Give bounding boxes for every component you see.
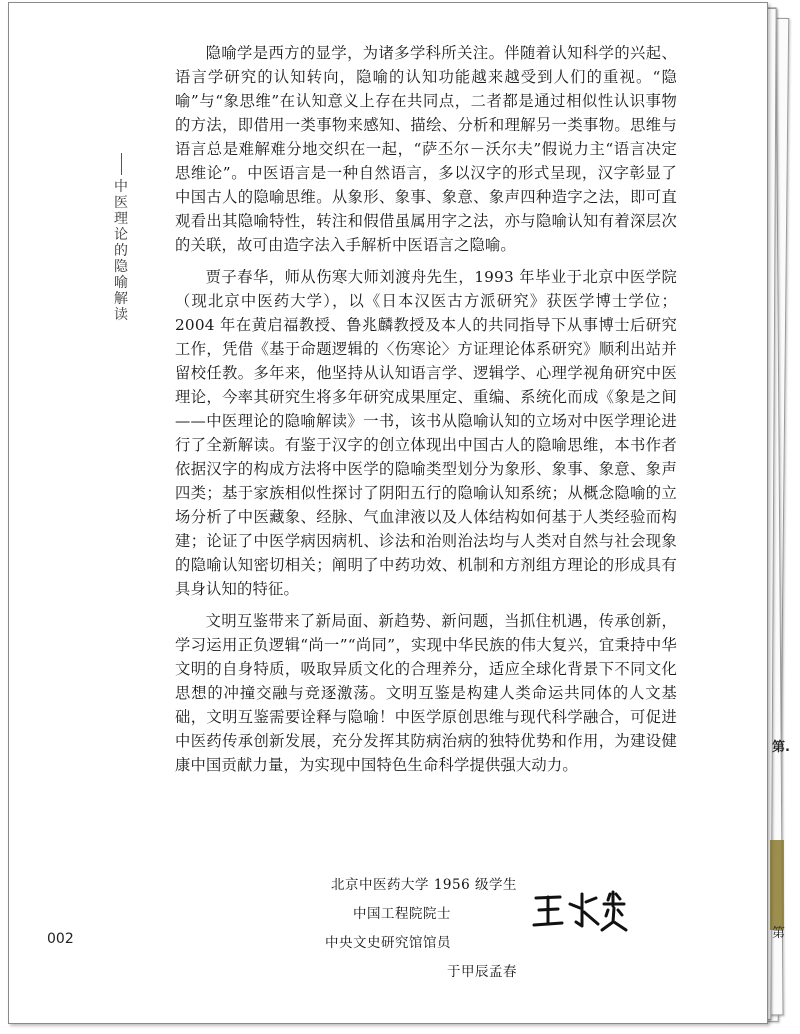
running-head-text: 中医理论的隐喻解读 [114, 179, 128, 323]
signing-date: 于甲辰孟春 [447, 964, 517, 980]
running-head-rule [121, 153, 122, 175]
underlying-page-color-band [770, 840, 784, 930]
signer-title-academician: 中国工程院院士 [353, 906, 451, 922]
next-page-peek-text: 第. [772, 740, 790, 755]
preface-page [8, 2, 768, 1024]
handwritten-signature [530, 888, 630, 934]
running-head [112, 153, 130, 323]
paragraph-author-intro: 贾子春华，师从伤寒大师刘渡舟先生，1993 年毕业于北京中医学院（现北京中医药大学），以《日本汉医古方派研究》获医学博士学位；2004 年在黄启福教授、鲁兆麟教授及本人的共同指导下从事博士后研究工作，凭借《基于命题逻辑的〈伤寒论〉方证理论体系研究》顺利出站并留校任教。多年来，他坚持从认知语言学、逻辑学、心理学视角研究中医理论，今率其研究生将多年研究成果厘定、重编、系统化而成《象是之间——中医理论的隐喻解读》一书，该书从隐喻认知的立场对中医学理论进行了全新解读。有鉴于汉字的创立体现出中国古人的隐喻思维，本书作者依据汉字的构成方法将中医学的隐喻类型划分为象形、象事、象意、象声四类；基于家族相似性探讨了阴阳五行的隐喻认知系统；从概念隐喻的立场分析了中医藏象、经脉、气血津液以及人体结构如何基于人类经验而构建；论证了中医学病因病机、诊法和治则治法均与人类对自然与社会现象的隐喻认知密切相关；阐明了中药功效、机制和方剂组方理论的形成具有具身认知的特征。 [175, 268, 677, 598]
paragraph-metaphor-intro: 隐喻学是西方的显学，为诸多学科所关注。伴随着认知科学的兴起、语言学研究的认知转向，隐喻的认知功能越来越受到人们的重视。“隐喻”与“象思维”在认知意义上存在共同点，二者都是通过相似性认识事物的方法，即借用一类事物来感知、描绘、分析和理解另一类事物。思维与语言总是难解难分地交织在一起，“萨丕尔－沃尔夫”假说力主“语言决定思维论”。中医语言是一种自然语言，多以汉字的形式呈现，汉字彰显了中国古人的隐喻思维。从象形、象事、象意、象声四种造字之法，即可直观看出其隐喻特性，转注和假借虽属用字之法，亦与隐喻认知有着深层次的关联，故可由造字法入手解析中医语言之隐喻。 [175, 44, 677, 254]
body-text [175, 41, 677, 785]
signer-title-curator: 中央文史研究馆馆员 [325, 935, 451, 951]
paragraph-civilization: 文明互鉴带来了新局面、新趋势、新问题，当抓住机遇，传承创新，学习运用正负逻辑“尚一”“尚同”，实现中华民族的伟大复兴，宜秉持中华文明的自身特质，吸取异质文化的合理养分，适应全球化背景下不同文化思想的冲撞交融与竞逐激荡。文明互鉴是构建人类命运共同体的人文基础，文明互鉴需要诠释与隐喻！中医学原创思维与现代科学融合，可促进中医药传承创新发展，充分发挥其防病治病的独特优势和作用，为建设健康中国贡献力量，为实现中国特色生命科学提供强大动力。 [175, 612, 677, 774]
next-page-peek-text: 第 [772, 926, 786, 941]
page-number: 002 [47, 931, 74, 947]
signer-affiliation: 北京中医药大学 1956 级学生 [331, 877, 517, 893]
